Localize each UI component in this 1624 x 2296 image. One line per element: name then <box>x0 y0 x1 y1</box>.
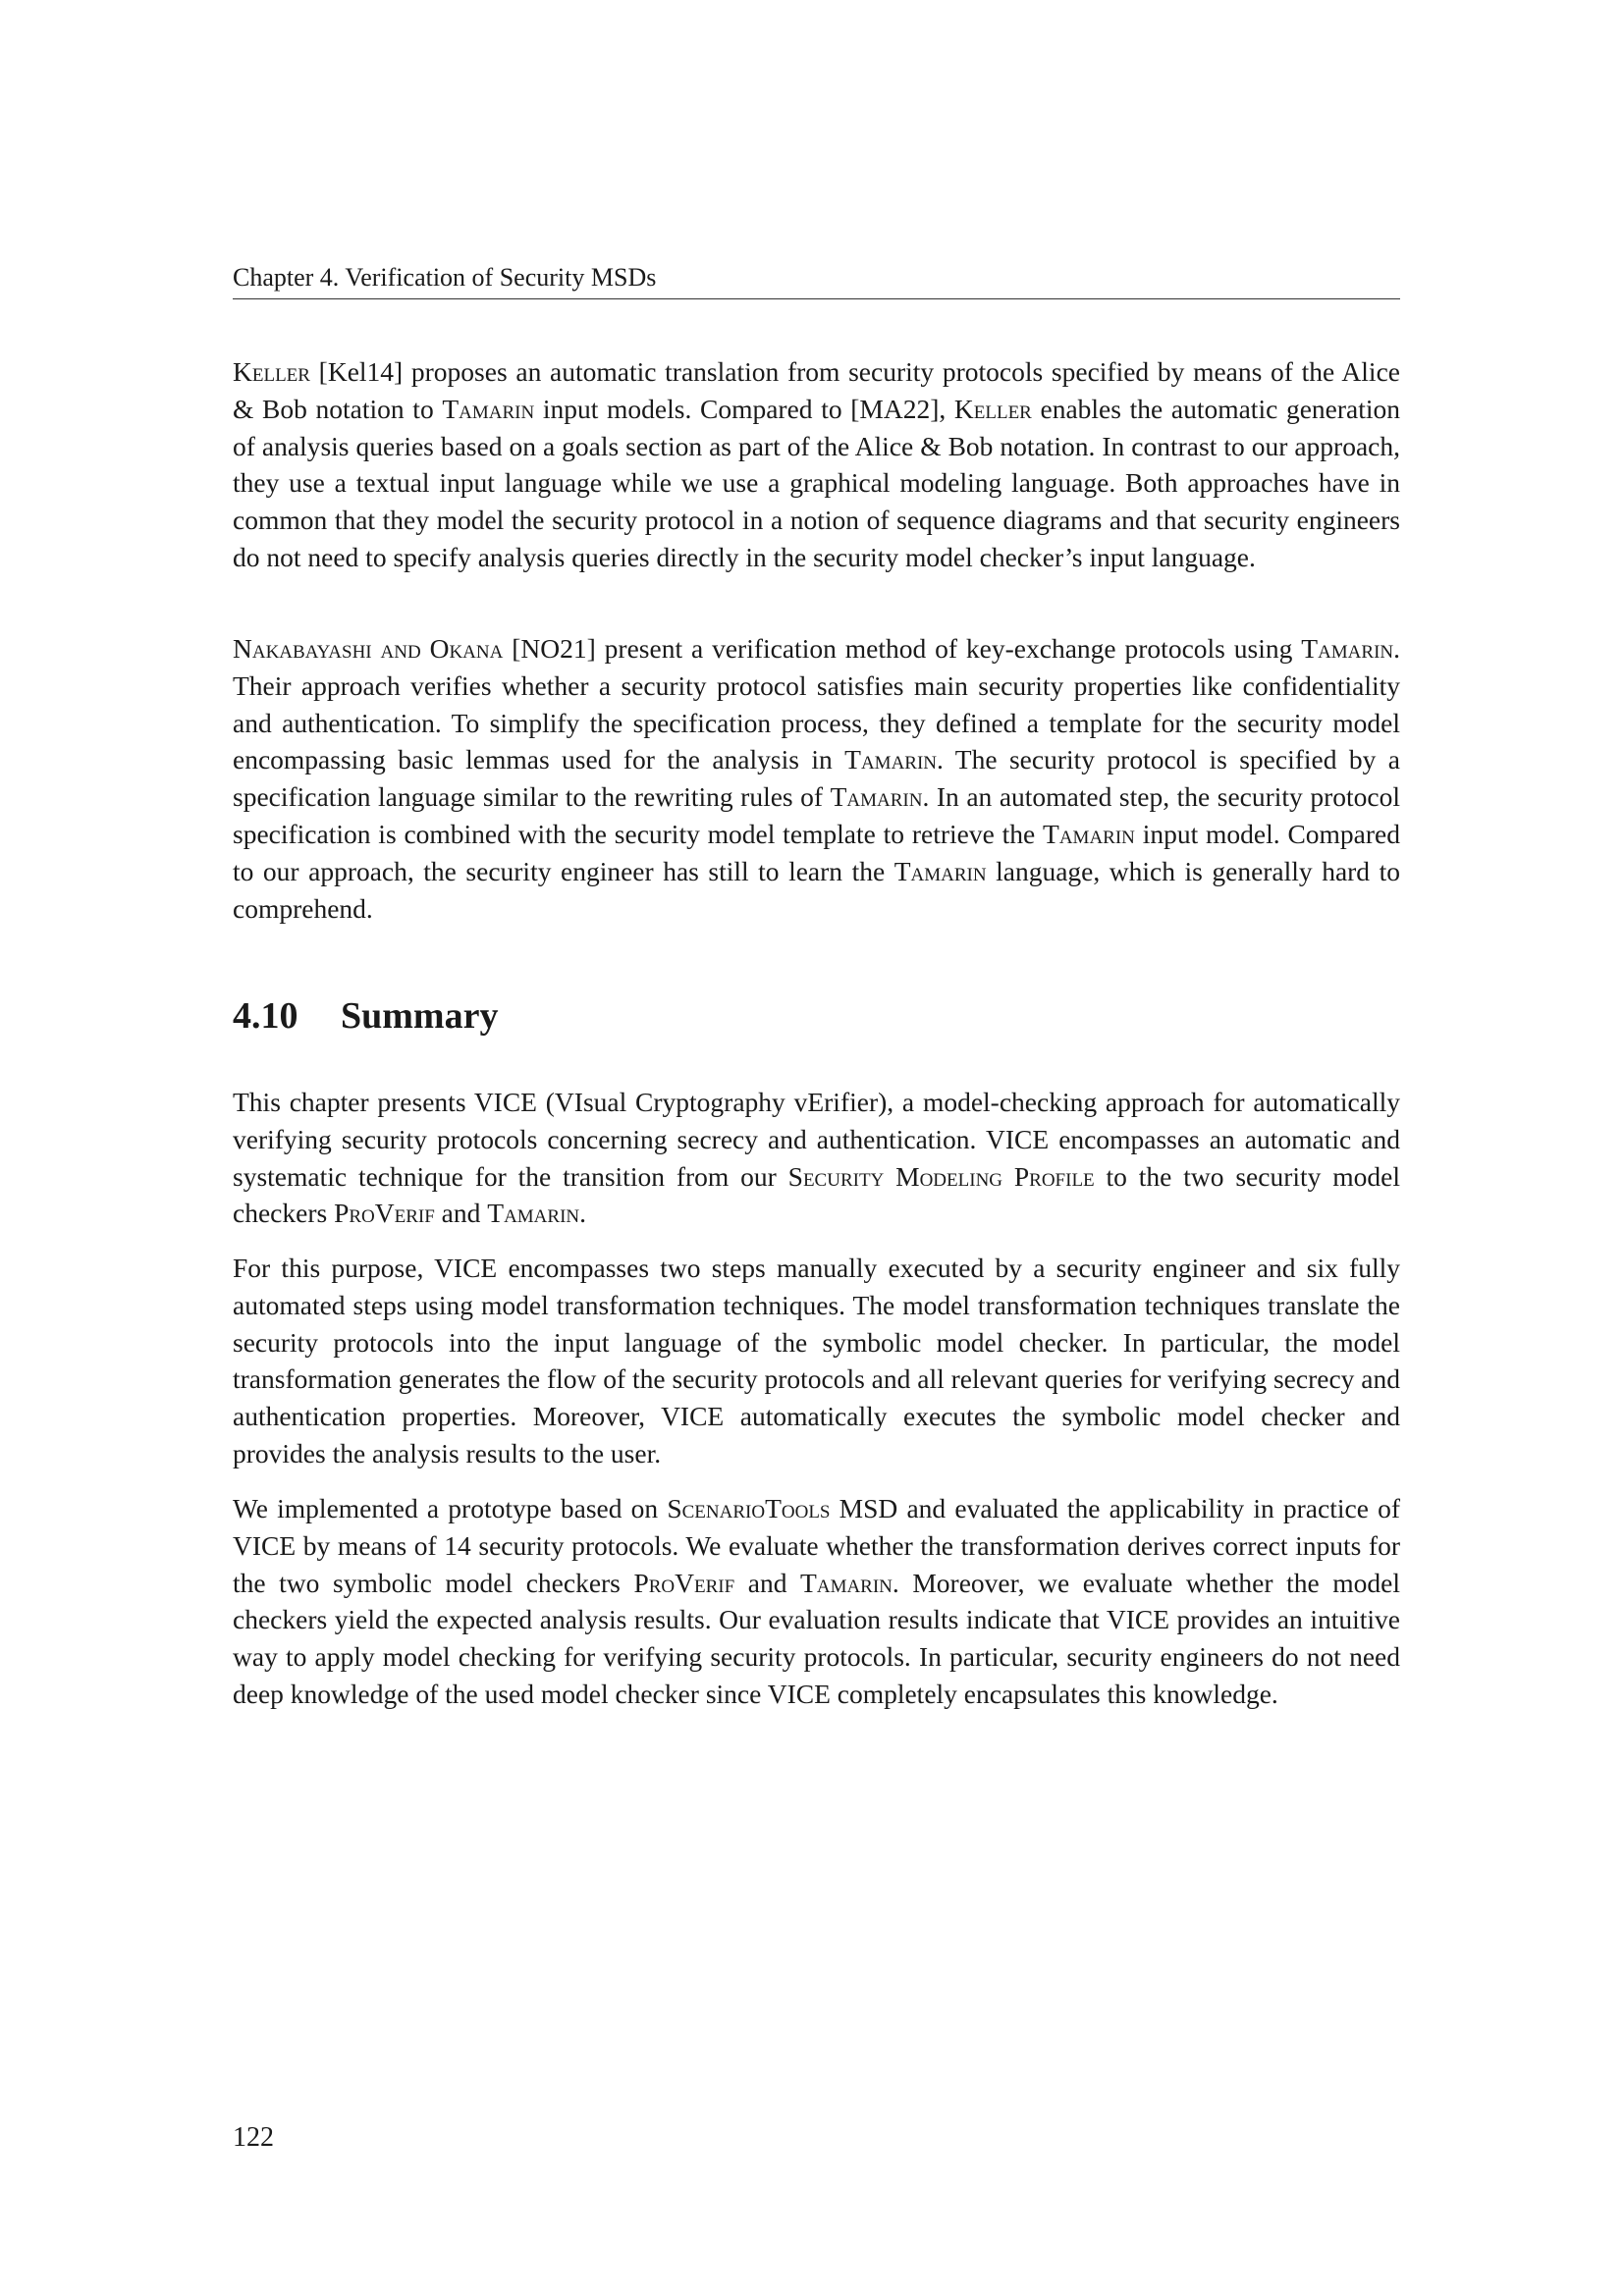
paragraph-summary-intro <box>233 1084 1400 1232</box>
tool-name: Keller <box>233 356 310 387</box>
text-span: input models. Compared to [MA22], <box>534 393 954 424</box>
text-span: . <box>579 1198 586 1229</box>
text-span: enables the automatic generation of analysis queries based on a goals section as part of the Alice & Bob notation. In contrast to our approach, they use a textual input language while we use a graphical modeling language. Both approaches have in common that they model the security protocol in a notion of sequence diagrams and that security engineers do not need to specify analysis queries directly in the security model checker’s input language. <box>233 393 1400 572</box>
tool-name: Tamarin <box>830 781 923 813</box>
author-names: Nakabayashi and Okana <box>233 633 504 664</box>
text-span: MSD and evaluated the applicability in practice of VICE by means of 14 security protocols. We evaluate whether the transformation derives correct inputs for the two symbolic model checkers <box>233 1493 1400 1598</box>
page-number: 122 <box>233 2122 274 2153</box>
text-span: [NO21] present a verification method of key-exchange protocols using <box>503 633 1302 664</box>
text-span: to the two security model checkers <box>233 1160 1400 1229</box>
tool-name: ProVerif <box>633 1567 735 1598</box>
text-span: input model. Compared to our approach, the security engineer has still to learn the <box>233 818 1400 886</box>
text-span: . In an automated step, the security protocol specification is combined with the security model template to retrieve the <box>233 781 1400 849</box>
tool-name: ScenarioTools <box>667 1493 831 1523</box>
tool-name: Keller <box>953 393 1032 424</box>
section-title: Summary <box>341 995 499 1037</box>
text-span: language, which is generally hard to comprehend. <box>233 855 1400 924</box>
tool-name: Tamarin <box>800 1567 893 1598</box>
text-span: . The security protocol is specified by a specification language similar to the rewriting rules of <box>233 744 1400 813</box>
section-heading <box>233 991 498 1041</box>
text-span: and <box>434 1198 488 1229</box>
text-span: This chapter presents VICE (VIsual Cryptography vErifier), a model-checking approach for automatically verifying security protocols concerning secrecy and authentication. VICE encompasses an automatic and systematic technique for the transition from our <box>233 1087 1400 1192</box>
tool-name: Tamarin <box>1043 818 1135 849</box>
paragraph-keller <box>233 353 1400 576</box>
tool-name: Tamarin <box>893 855 987 886</box>
paragraph-nakabayashi <box>233 630 1400 927</box>
text-span: For this purpose, VICE encompasses two steps manually executed by a security engineer and six fully automated steps using model transformation techniques. The model transformation techniques translate the security protocols into the input language of the symbolic model checker. In particular, the model transformation generates the flow of the security protocols and all relevant queries for verifying secrecy and authentication properties. Moreover, VICE automatically executes the symbolic model checker and provides the analysis results to the user. <box>233 1253 1400 1468</box>
text-span: . Moreover, we evaluate whether the model checkers yield the expected analysis results. Our evaluation results indicate that VICE provides an intuitive way to apply model checking for verifying security protocols. In particular, security engineers do not need deep knowledge of the used model checker since VICE completely encapsulates this knowledge. <box>233 1567 1400 1709</box>
paragraph-steps <box>233 1250 1400 1472</box>
text-span: and <box>734 1567 801 1598</box>
paragraph-evaluation <box>233 1490 1400 1713</box>
tool-name: Tamarin <box>1301 633 1394 664</box>
section-number: 4.10 <box>233 995 298 1037</box>
tool-name: Tamarin <box>487 1198 580 1229</box>
running-header: Chapter 4. Verification of Security MSDs <box>233 261 1400 299</box>
text-span: [Kel14] proposes an automatic translation from security protocols specified by means of the Alice & Bob notation to <box>233 356 1400 424</box>
text-span: . Their approach verifies whether a security protocol satisfies main security properties like confidentiality and authentication. To simplify the specification process, they defined a template for the security model encompassing basic lemmas used for the analysis in <box>233 633 1400 775</box>
text-span: We implemented a prototype based on <box>233 1493 668 1523</box>
profile-name: Security Modeling Profile <box>787 1160 1095 1192</box>
tool-name: Tamarin <box>844 744 938 775</box>
tool-name: ProVerif <box>334 1198 435 1229</box>
tool-name: Tamarin <box>442 393 535 424</box>
